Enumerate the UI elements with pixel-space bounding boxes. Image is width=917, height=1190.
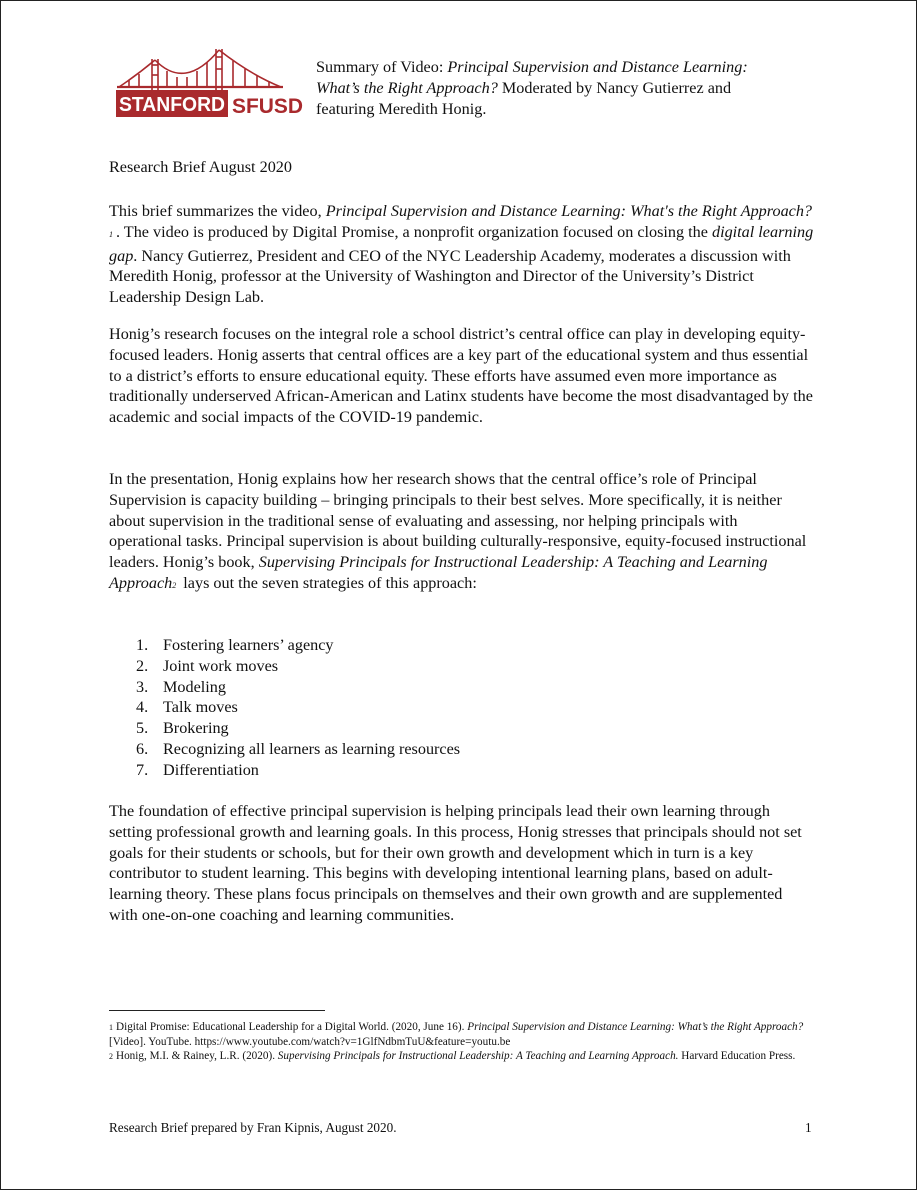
research-focus-paragraph: Honig’s research focuses on the integral role a school district’s central office can play in developing equity-focused leaders. Honig asserts that central offices are a key part of the educational system and thus essential to a district’s efforts to ensure educational equity. These efforts have assumed even more importance as traditionally underserved African-American and Latinx students have become the most disadvantaged by the academic and social impacts of the COVID-19 pandemic. <box>109 325 813 427</box>
video-summary-header <box>316 57 816 120</box>
p1-text-b: . Nancy Gutierrez, President and CEO of the NYC Leadership Academy, moderates a discussion with Meredith Honig, professor at the University of Washington and Director of the University’s District Leadership Design Lab. <box>109 246 791 307</box>
list-item-label: Differentiation <box>163 760 259 779</box>
list-item <box>109 656 709 677</box>
stanford-sfusd-logo <box>115 47 305 119</box>
featuring-text: featuring Meredith Honig. <box>316 100 487 118</box>
list-item-label: Fostering learners’ agency <box>163 636 334 654</box>
footnote-1 <box>109 1020 814 1049</box>
footnote-ref-1: 1 <box>109 229 113 239</box>
list-item-number: 1. <box>136 636 149 654</box>
footnote-tail: Harvard Education Press. <box>678 1050 796 1063</box>
footnote-2 <box>109 1049 814 1064</box>
video-title-part1: Principal Supervision and Distance Learning: <box>447 58 748 76</box>
list-item-label: Modeling <box>163 677 226 696</box>
list-item <box>109 760 709 781</box>
list-item-label: Brokering <box>163 719 229 738</box>
list-item-number: 2. <box>136 656 149 675</box>
footnotes <box>109 1020 814 1065</box>
footnote-tail: [Video]. YouTube. https://www.youtube.com/watch?v=1GlfNdbmTuU&feature=youtu.be <box>109 1036 511 1049</box>
video-title-part2: What’s the Right Approach? <box>316 79 498 97</box>
footnote-title: Principal Supervision and Distance Learning: What’s the Right Approach? <box>467 1021 804 1033</box>
p3-text-b: lays out the seven strategies of this approach: <box>179 573 477 592</box>
list-item-number: 6. <box>136 739 149 758</box>
footnote-ref-2: 2 <box>172 580 177 590</box>
list-item-number: 3. <box>136 677 149 696</box>
footnote-title: Supervising Principals for Instructional Leadership: A Teaching and Learning Approach. <box>277 1050 679 1063</box>
prepared-by-footer: Research Brief prepared by Fran Kipnis, August 2020. <box>109 1120 397 1135</box>
footnote-lead: Honig, M.I. & Rainey, L.R. (2020). <box>116 1050 278 1063</box>
summary-lead: Summary of Video: <box>316 58 448 76</box>
page-number: 1 <box>805 1120 812 1135</box>
logo-sfusd-text: SFUSD <box>232 95 303 118</box>
golden-gate-bridge-icon <box>117 49 283 93</box>
list-item <box>109 677 709 698</box>
moderated-text: Moderated by Nancy Gutierrez and <box>497 79 732 97</box>
footnote-divider <box>109 1010 325 1011</box>
book-title: Supervising Principals for Instructional Leadership: A Teaching and Learning Approach <box>109 553 768 592</box>
p3-text-a: In the presentation, Honig explains how her research shows that the central office’s role of Principal Supervision is capacity building – bringing principals to their best selves. More specifically, it is neither about supervision in the traditional sense of evaluating and assessing, nor helping principals with operational tasks. Principal supervision is about building culturally-responsive, equity-focused instructional leaders. Honig’s book, <box>109 470 807 572</box>
list-item <box>109 739 709 760</box>
logo-stanford-text: STANFORD <box>119 94 225 116</box>
strategies-list <box>109 635 709 781</box>
list-item-number: 5. <box>136 719 149 738</box>
p1-text-a: . The video is produced by Digital Promise, a nonprofit organization focused on closing the <box>116 222 712 241</box>
list-item-label: Talk moves <box>163 698 238 717</box>
intro-paragraph <box>109 201 814 308</box>
digital-learning-gap: digital learning gap <box>109 222 814 265</box>
presentation-paragraph <box>109 469 814 597</box>
footnote-mark: 1 <box>109 1023 113 1032</box>
list-item-label: Recognizing all learners as learning resources <box>163 739 461 758</box>
list-item <box>109 697 709 718</box>
research-brief-date: Research Brief August 2020 <box>109 158 292 176</box>
list-item <box>109 635 709 656</box>
footnote-mark: 2 <box>109 1052 113 1062</box>
foundation-paragraph: The foundation of effective principal supervision is helping principals lead their own learning through setting professional growth and learning goals. In this process, Honig stresses that principals should not set goals for their students or schools, but for their own growth and development which in turn is a key contributor to student learning. This begins with developing intentional learning plans, based on adult-learning theory. These plans focus principals on themselves and their own growth and are supplemented with one-on-one coaching and learning communities. <box>109 802 802 924</box>
p1-lead: This brief summarizes the video, <box>109 202 326 220</box>
footnote-lead: Digital Promise: Educational Leadership for a Digital World. (2020, June 16). <box>116 1021 468 1033</box>
list-item <box>109 718 709 739</box>
list-item-number: 7. <box>136 760 149 779</box>
list-item-number: 4. <box>136 698 149 717</box>
p1-video-title: Principal Supervision and Distance Learning: What's the Right Approach? <box>325 202 813 220</box>
list-item-label: Joint work moves <box>163 656 279 675</box>
